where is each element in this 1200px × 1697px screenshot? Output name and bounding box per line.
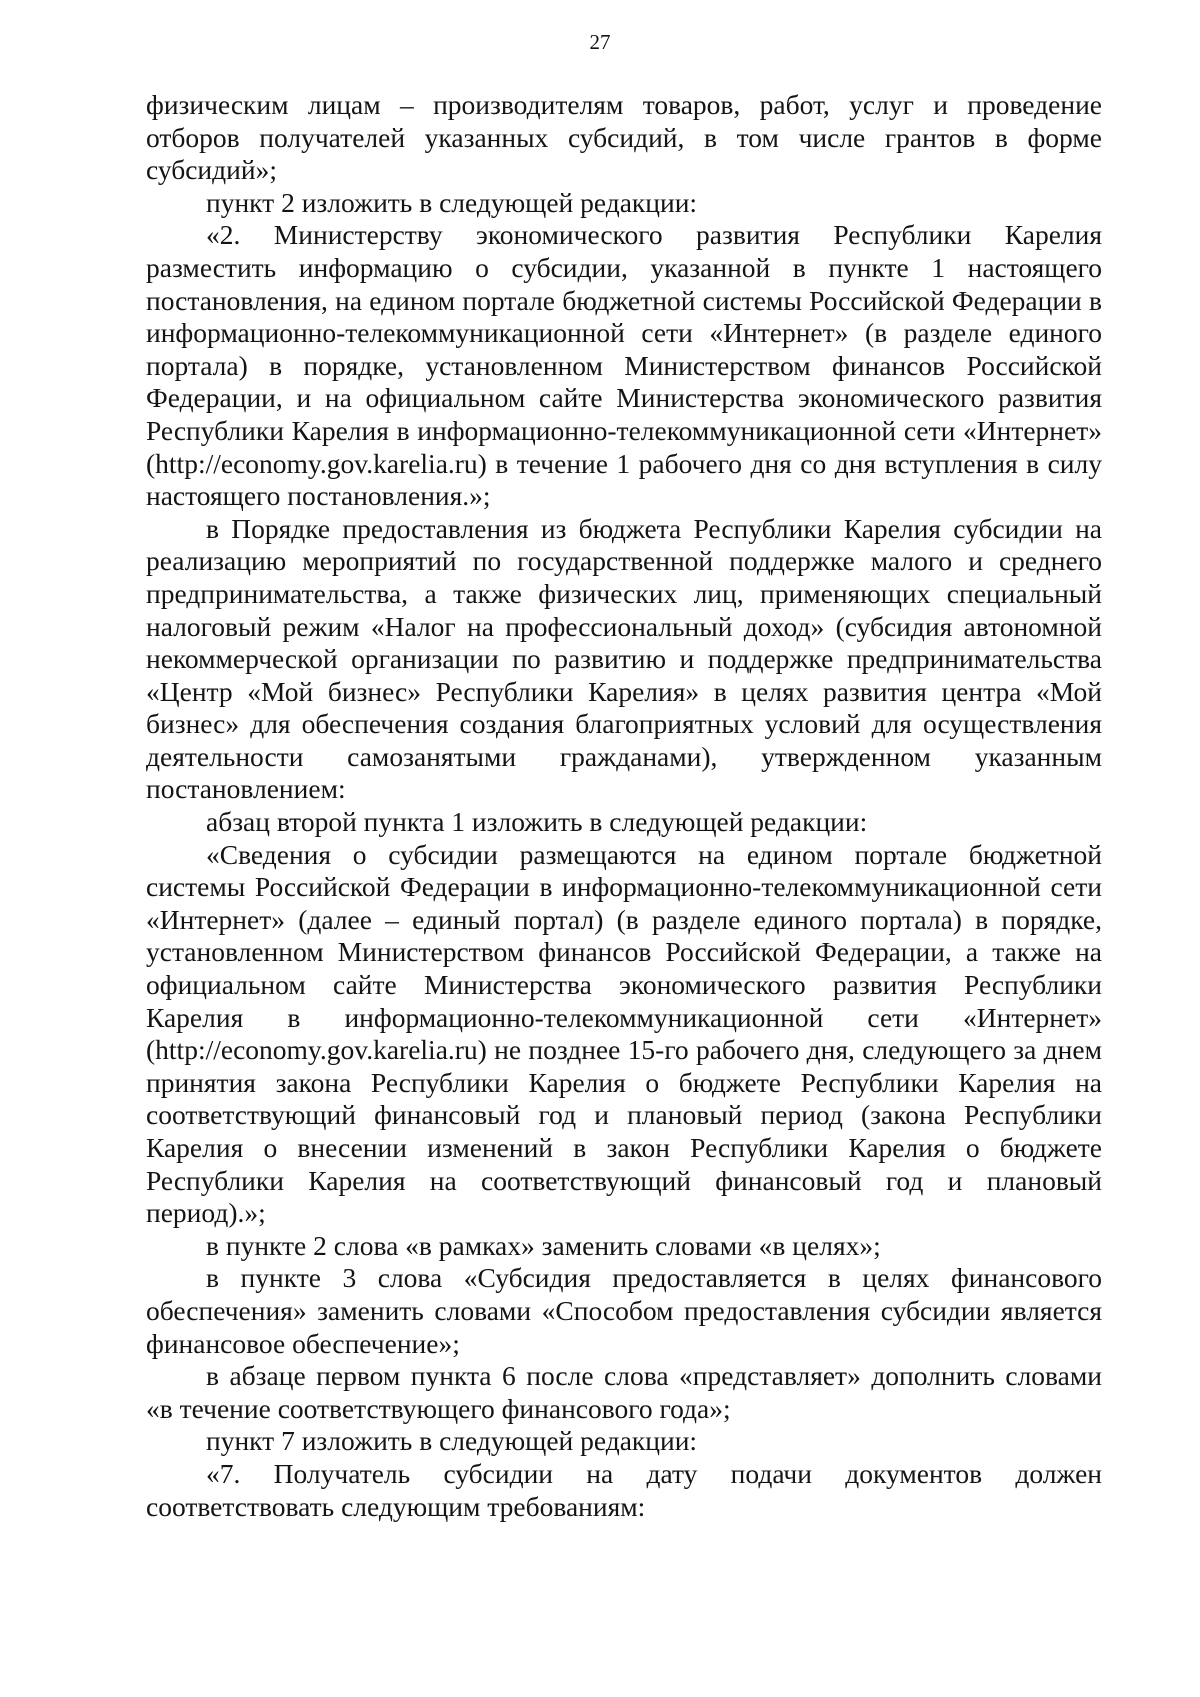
paragraph: «Сведения о субсидии размещаются на едином портале бюджетной системы Российской Федерации в информационно-телекоммуникационной сети «Интернет» (далее – единый портал) (в разделе единого портала) в порядке, установленном Министерством финансов Российской Федерации, а также на официальном сайте Министерства экономического развития Республики Карелия в информационно-телекоммуникационной сети «Интернет» (http://economy.gov.karelia.ru) не позднее 15-го рабочего дня, следующего за днем принятия закона Республики Карелия о бюджете Республики Карелия на соответствующий финансовый год и плановый период (закона Республики Карелия о внесении изменений в закон Республики Карелия о бюджете Республики Карелия на соответствующий финансовый год и плановый период).»;: [146, 838, 1102, 1229]
document-body: [146, 89, 1102, 1523]
paragraph: пункт 7 изложить в следующей редакции:: [206, 1425, 698, 1457]
paragraph: в Порядке предоставления из бюджета Республики Карелия субсидии на реализацию мероприятий по государственной поддержке малого и среднего предпринимательства, а также физических лиц, применяющих специальный налоговый режим «Налог на профессиональный доход» (субсидия автономной некоммерческой организации по развитию и поддержке предпринимательства «Центр «Мой бизнес» Республики Карелия» в целях развития центра «Мой бизнес» для обеспечения создания благоприятных условий для осуществления деятельности самозанятыми гражданами), утвержденном указанным постановлением:: [146, 512, 1102, 805]
paragraph: в пункте 3 слова «Субсидия предоставляется в целях финансового обеспечения» заменить словами «Способом предоставления субсидии является финансовое обеспечение»;: [146, 1262, 1102, 1359]
paragraph: «7. Получатель субсидии на дату подачи документов должен соответствовать следующим требованиям:: [146, 1457, 1102, 1522]
paragraph: в пункте 2 слова «в рамках» заменить словами «в целях»;: [206, 1229, 881, 1261]
paragraph: пункт 2 изложить в следующей редакции:: [206, 186, 698, 218]
paragraph: в абзаце первом пункта 6 после слова «представляет» дополнить словами «в течение соответствующего финансового года»;: [146, 1360, 1102, 1424]
paragraph: физическим лицам – производителям товаров, работ, услуг и проведение отборов получателей указанных субсидий, в том числе грантов в форме субсидий»;: [146, 89, 1102, 186]
paragraph: абзац второй пункта 1 изложить в следующей редакции:: [206, 806, 868, 838]
page-number: 27: [589, 30, 611, 54]
paragraph: «2. Министерству экономического развития Республики Карелия разместить информацию о субсидии, указанной в пункте 1 настоящего постановления, на едином портале бюджетной системы Российской Федерации в информационно-телекоммуникационной сети «Интернет» (в разделе единого портала) в порядке, установленном Министерством финансов Российской Федерации, и на официальном сайте Министерства экономического развития Республики Карелия в информационно-телекоммуникационной сети «Интернет» (http://economy.gov.karelia.ru) в течение 1 рабочего дня со дня вступления в силу настоящего постановления.»;: [146, 219, 1102, 512]
